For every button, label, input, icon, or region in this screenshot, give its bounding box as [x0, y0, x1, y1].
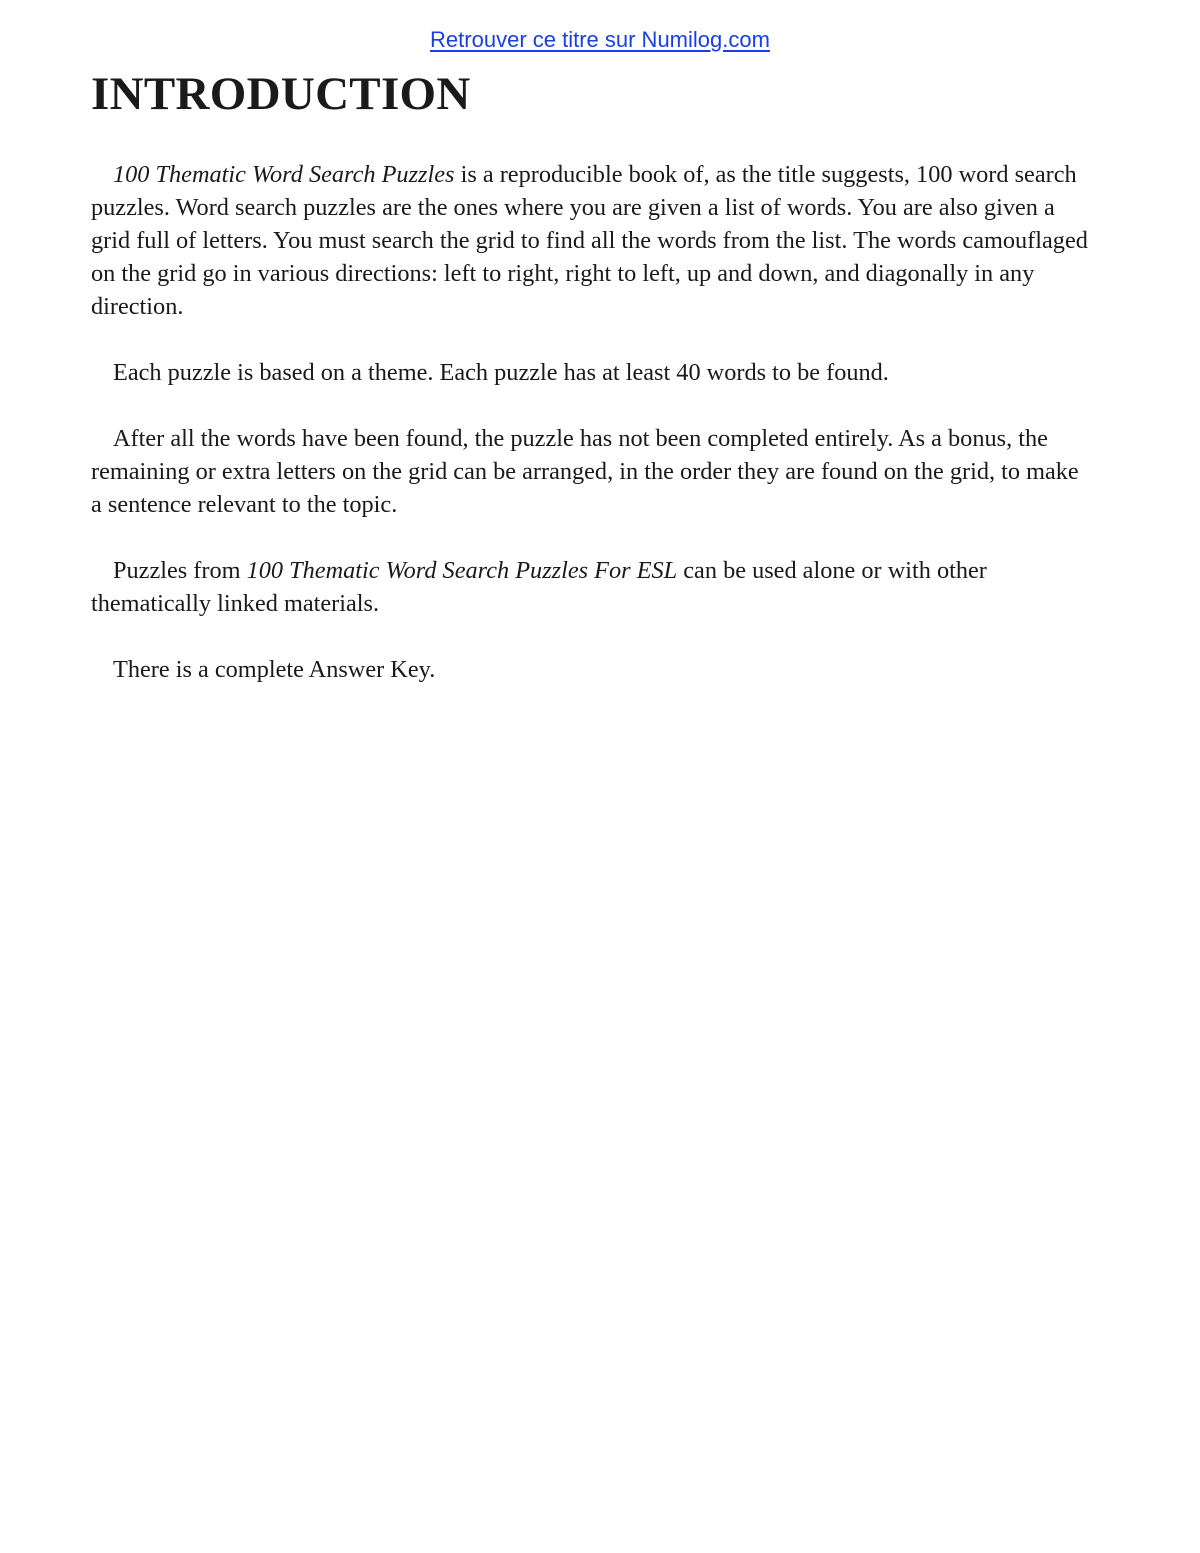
- book-title-italic: 100 Thematic Word Search Puzzles: [113, 161, 455, 188]
- book-title-italic: 100 Thematic Word Search Puzzles For ESL: [246, 557, 678, 584]
- paragraph-text: After all the words have been found, the puzzle has not been completed entirely. As a bonus, the remaining or extra letters on the grid can be arranged, in the order they are found on the grid, to make a sentence relevant to the topic.: [91, 425, 1079, 518]
- paragraph-text: is a reproducible book of, as the title suggests, 100 word search puzzles. Word search puzzles are the ones where you are given a list of words. You are also given a grid full of letters. You must search the grid to find all the words from the list. The words camouflaged on the grid go in various directions: left to right, right to left, up and down, and diagonally in any direction.: [91, 161, 1088, 320]
- intro-paragraph-4: [91, 554, 1091, 620]
- page-title: INTRODUCTION: [91, 68, 471, 120]
- intro-paragraph-2: [91, 356, 1091, 389]
- intro-paragraph-1: [91, 158, 1091, 323]
- header-bar: [0, 26, 1200, 54]
- intro-paragraph-5: [91, 653, 1091, 686]
- intro-paragraph-3: [91, 422, 1091, 521]
- paragraph-text: There is a complete Answer Key.: [113, 656, 436, 683]
- numilog-link[interactable]: Retrouver ce titre sur Numilog.com: [430, 27, 770, 52]
- paragraph-prefix: Puzzles from: [113, 557, 247, 584]
- paragraph-suffix: can be used alone or with other thematically linked materials.: [91, 557, 987, 617]
- document-body: [91, 66, 1091, 686]
- paragraph-text: Each puzzle is based on a theme. Each puzzle has at least 40 words to be found.: [113, 359, 889, 386]
